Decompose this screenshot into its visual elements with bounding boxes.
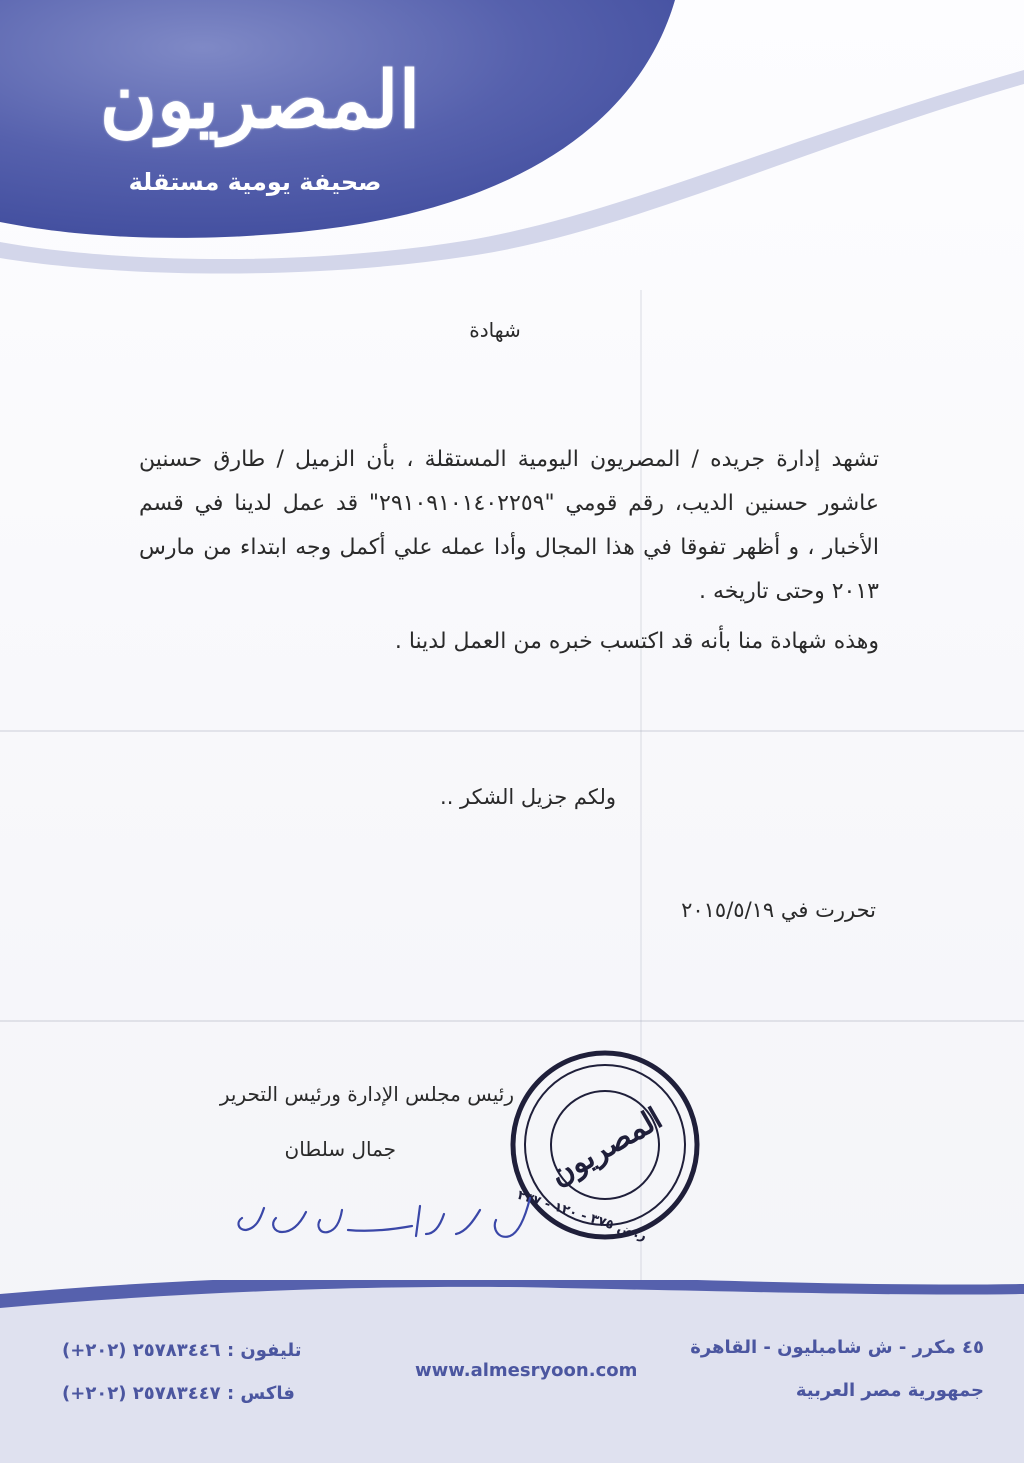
signatory-role: رئيس مجلس الإدارة ورئيس التحرير	[219, 1082, 514, 1106]
signatory-name: جمال سلطان	[284, 1137, 396, 1161]
body-paragraph-main: تشهد إدارة جريده / المصريون اليومية المستقلة ، بأن الزميل / طارق حسنين عاشور حسنين الديب، رقم قومي "٢٩١٠٩١٠١٤٠٢٢٥٩" قد عمل لدينا في قسم الأخبار ، و أظهر تفوقا في هذا المجال وأدا عمله علي أكمل وجه ابتداء من مارس ٢٠١٣ وحتى تاريخه .	[139, 447, 880, 604]
certificate-body	[139, 438, 879, 664]
issue-date: تحررت في ٢٠١٥/٥/١٩	[681, 898, 876, 922]
fold-crease	[0, 730, 1024, 732]
masthead-subtitle: صحيفة يومية مستقلة	[128, 168, 382, 196]
masthead-title: المصريون	[99, 55, 421, 146]
svg-text:المصريون: المصريون	[544, 1101, 669, 1194]
handwritten-signature	[230, 1180, 540, 1260]
certificate-title: شهادة	[469, 318, 521, 342]
fold-crease	[0, 1020, 1024, 1022]
footer-phone: تليفون : ٢٥٧٨٣٤٤٦ (٢٠٢+)	[62, 1340, 302, 1361]
svg-text:ر.ض ٣٧٥ - ١٢٠ - ٢٣٧: ر.ض ٣٧٥ - ١٢٠ - ٢٣٧	[515, 1187, 649, 1244]
footer-address-street: ٤٥ مكرر - ش شامبليون - القاهرة	[690, 1337, 984, 1358]
footer-fax: فاكس : ٢٥٧٨٣٤٤٧ (٢٠٢+)	[62, 1383, 295, 1404]
masthead-banner	[0, 0, 1024, 300]
body-paragraph-experience: وهذه شهادة منا بأنه قد اكتسب خبره من العمل لدينا .	[394, 629, 879, 654]
footer-website-link[interactable]: www.almesryoon.com	[415, 1360, 638, 1381]
footer-address-country: جمهورية مصر العربية	[795, 1380, 984, 1401]
closing-line: ولكم جزيل الشكر ..	[440, 785, 616, 809]
